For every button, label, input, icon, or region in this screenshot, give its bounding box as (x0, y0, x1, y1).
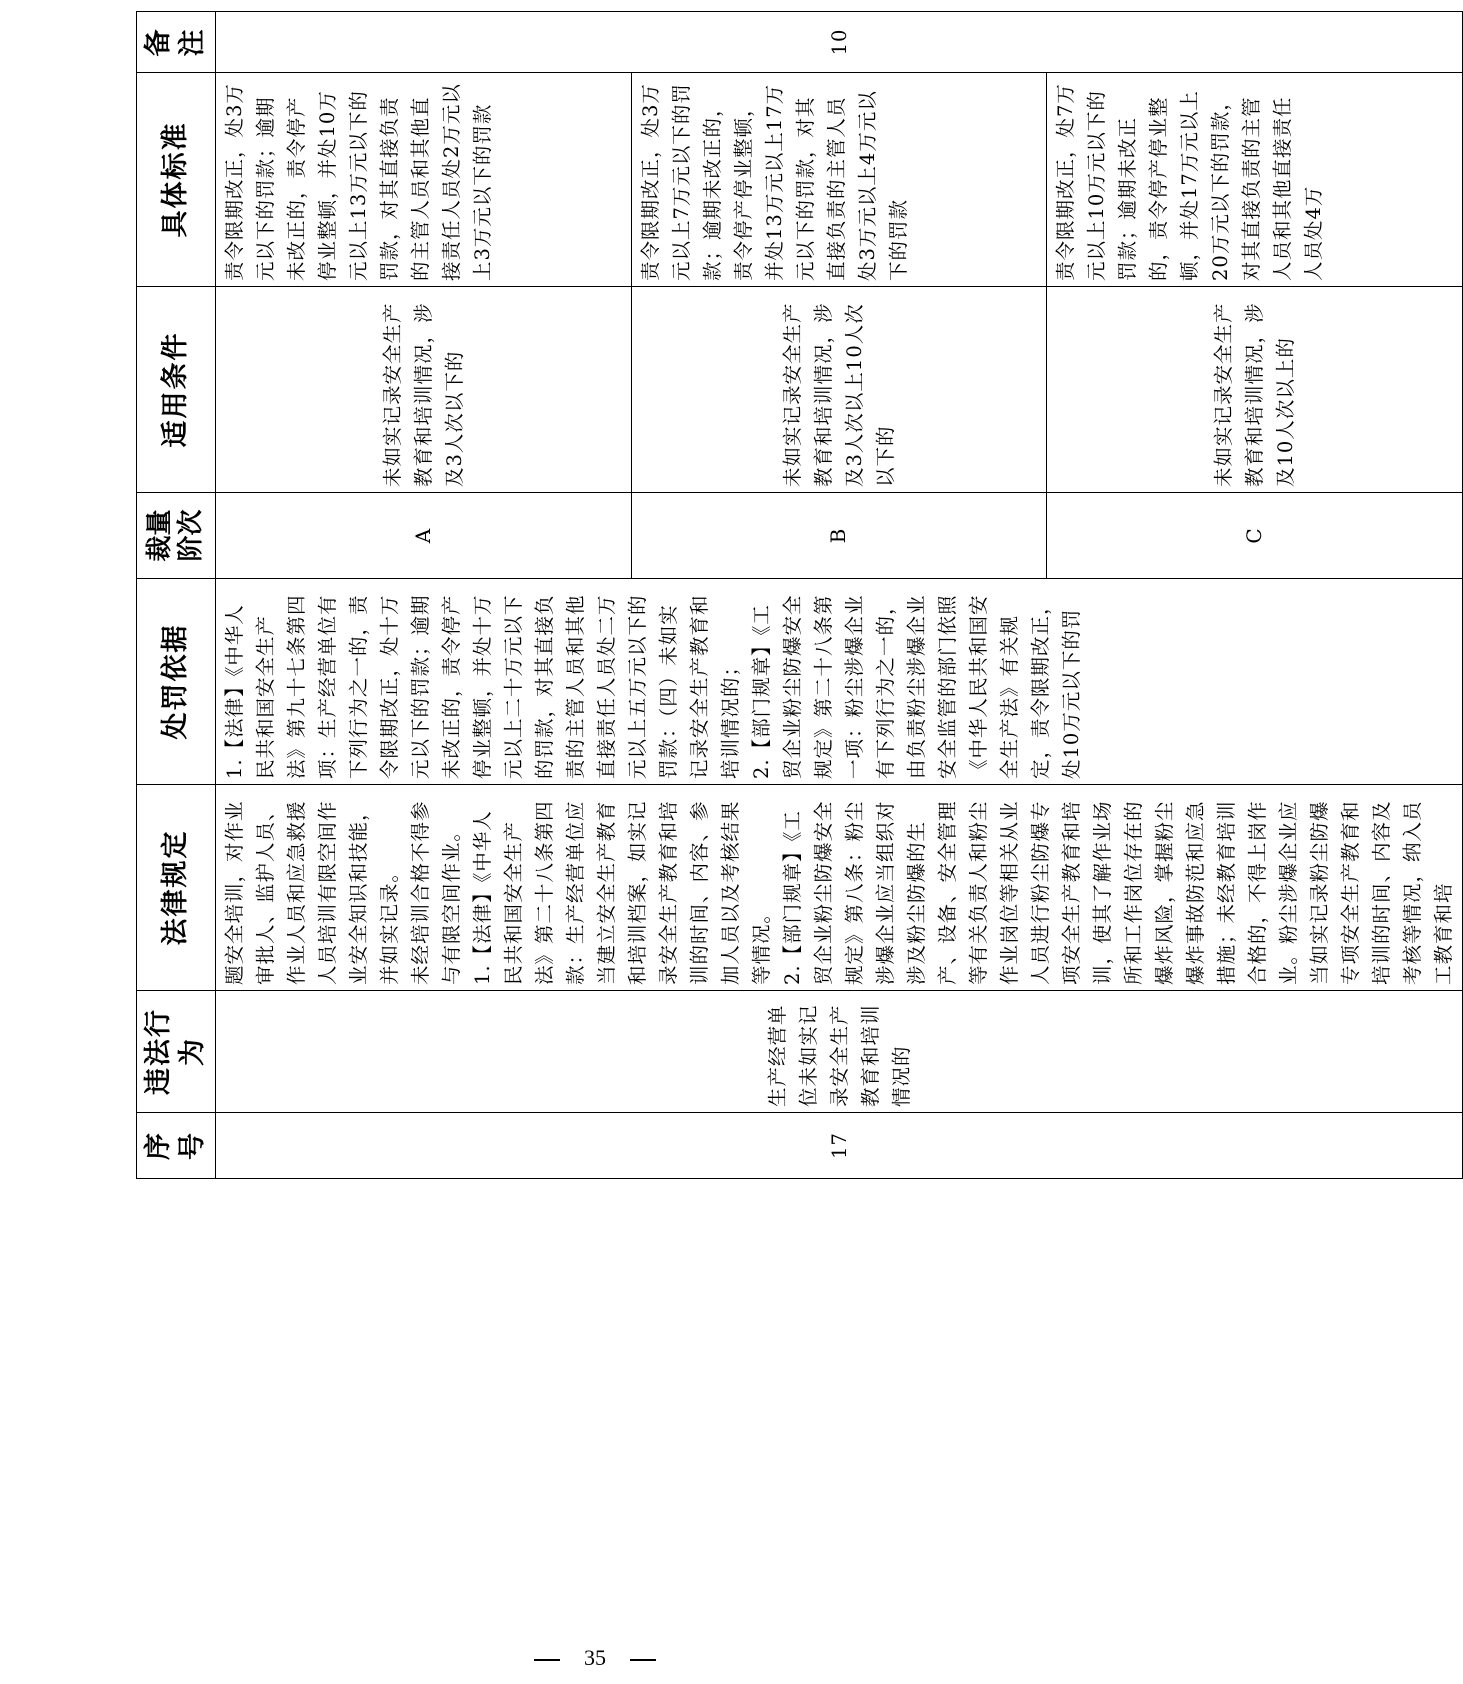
condition-cell-c: 未如实记录安全生产教育和培训情况，涉及10人次以上的 (1047, 287, 1463, 493)
standard-cell-b: 责令限期改正，处3万元以上7万元以下的罚款；逾期未改正的，责令停产停业整顿，并处13万元以上17万元以下的罚款，对其直接负责的主管人员处3万元以上4万元以下的罚款 (631, 73, 1047, 287)
law-item-1: 1.【法律】《中华人民共和国安全生产法》第二十八条第四款：生产经营单位应当建立安全生产教育和培训档案，如实记录安全生产教育和培训的时间、内容、参加人员以及考核结果等情况。 (471, 800, 773, 985)
basis-cell (216, 579, 1463, 785)
header-remark: 备注 (137, 12, 216, 73)
header-row (137, 12, 216, 1179)
basis-item-2: 2.【部门规章】《工贸企业粉尘防爆安全规定》第二十八条第一项：粉尘涉爆企业有下列行为之一的，由负责粉尘涉爆企业安全监管的部门依照《中华人民共和国安全生产法》有关规定，责令限期改正，处10万元以下的罚 (750, 594, 1083, 779)
level-cell-a: A (216, 493, 632, 579)
table-row (216, 12, 632, 1179)
header-behavior: 违法行为 (137, 991, 216, 1113)
behavior-cell (216, 991, 1463, 1113)
page-number-value: 35 (584, 1645, 606, 1670)
header-basis: 处罚依据 (137, 579, 216, 785)
rotated-penalty-table (136, 27, 1455, 1179)
header-seq: 序号 (137, 1113, 216, 1179)
condition-cell-b: 未如实记录安全生产教育和培训情况，涉及3人次以上10人次以下的 (631, 287, 1047, 493)
law-intro-2: 未经培训合格不得参与有限空间作业。 (409, 800, 463, 985)
seq-value: 17 (827, 1132, 851, 1159)
standard-cell-a: 责令限期改正，处3万元以下的罚款；逾期未改正的，责令停产停业整顿，并处10万元以上13万元以下的罚款，对其直接负责的主管人员和其他直接责任人员处2万元以上3万元以下的罚款 (216, 73, 632, 287)
level-cell-b: B (631, 493, 1047, 579)
condition-cell-a: 未如实记录安全生产教育和培训情况，涉及3人次以下的 (216, 287, 632, 493)
law-intro: 题安全培训，对作业审批人、监护人员、作业人员和应急救援人员培训有限空间作业安全知识和技能，并如实记录。 (223, 800, 401, 985)
behavior-text: 生产经营单位未如实记录安全生产教育和培训情况的 (765, 1004, 913, 1107)
law-item-2: 2.【部门规章】《工贸企业粉尘防爆安全规定》第八条：粉尘涉爆企业应当组织对涉及粉尘防爆的生产、设备、安全管理等有关负责人和粉尘作业岗位等相关从业人员进行粉尘防爆专项安全生产教育和培训，使其了解作业场所和工作岗位存在的爆炸风险，掌握粉尘爆炸事故防范和应急措施；未经教育培训合格的，不得上岗作业。粉尘涉爆企业应当如实记录粉尘防爆专项安全生产教育和培训的时间、内容及考核等情况，纳入员工教育和培 (781, 800, 1455, 985)
remark-cell (216, 12, 1463, 73)
standard-cell-c: 责令限期改正，处7万元以上10万元以下的罚款；逾期未改正的，责令停产停业整顿，并处17万元以上20万元以下的罚款，对其直接负责的主管人员和其他直接责任人员处4万 (1047, 73, 1463, 287)
header-level: 裁量阶次 (137, 493, 216, 579)
law-cell (216, 785, 1463, 991)
basis-item-1: 1.【法律】《中华人民共和国安全生产法》第九十七条第四项：生产经营单位有下列行为之一的，责令限期改正，处十万元以下的罚款；逾期未改正的，责令停产停业整顿，并处十万元以上二十万元以下的罚款，对其直接负责的主管人员和其他直接责任人员处二万元以上五万元以下的罚款：（四）未如实记录安全生产教育和培训情况的； (223, 594, 742, 779)
header-standard: 具体标准 (137, 73, 216, 287)
header-law: 法律规定 (137, 785, 216, 991)
level-cell-c: C (1047, 493, 1463, 579)
header-condition: 适用条件 (137, 287, 216, 493)
remark-value: 10 (827, 28, 851, 56)
seq-cell (216, 1113, 1463, 1179)
page-dash-left (534, 1659, 560, 1661)
page-dash-right (630, 1659, 656, 1661)
page-number (0, 1645, 1190, 1671)
penalty-table (136, 11, 1463, 1179)
